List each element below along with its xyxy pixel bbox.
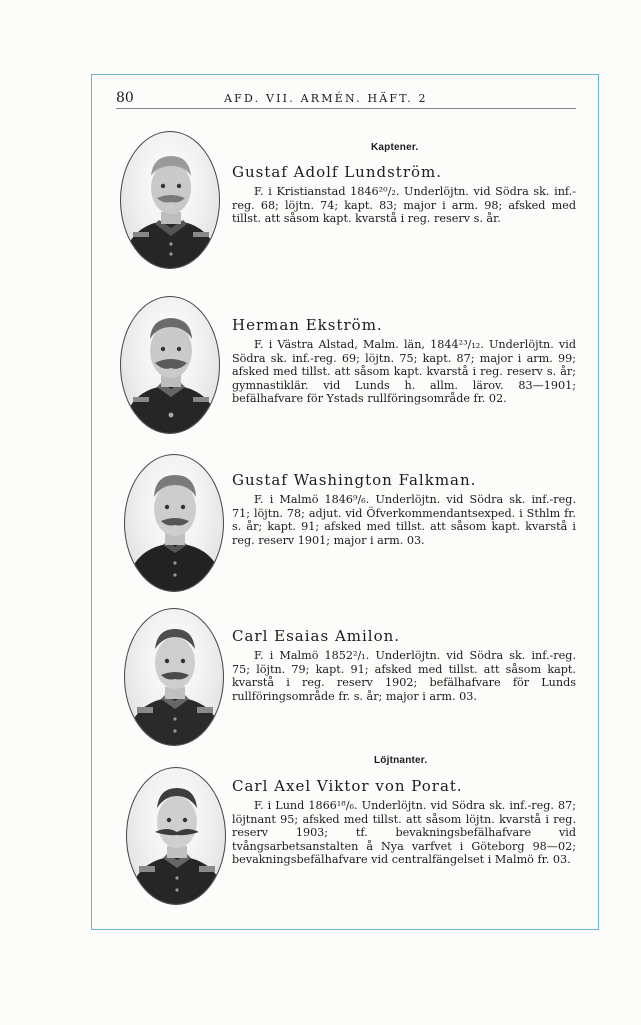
entry-von-porat [232,777,576,867]
entry-name: Gustaf Washington Falkman. [232,471,477,489]
running-head: AFD. VII. ARMÉN. HÄFT. 2 [224,92,428,105]
portrait-ekstrom [120,296,220,434]
portrait-amilon [124,608,224,746]
entry-bio: F. i Västra Alstad, Malm. län, 1844²³/₁₂. Underlöjtn. vid Södra sk. inf.-reg. 69; löjtn. 75; kapt. 87; major i arm. 99; afsked med tillst. att såsom kapt. kvarstå i reg. reserv s. år; gymnastiklär. vid Lunds h. allm. lärov. 83—1901; befälhafvare för Ystads rullföringsområde fr. 02. [232,338,576,406]
entry-lundstrom [232,163,576,226]
entry-name: Carl Esaias Amilon. [232,627,401,645]
portrait-falkman [124,454,224,592]
entry-name: Carl Axel Viktor von Porat. [232,777,463,795]
entry-ekstrom [232,316,576,406]
entry-bio: F. i Kristianstad 1846²⁰/₂. Underlöjtn. vid Södra sk. inf.-reg. 68; löjtn. 74; kapt. 83; major i arm. 98; afsked med tillst. att såsom kapt. kvarstå i reg. reserv s. år. [232,185,576,226]
entry-falkman [232,471,576,547]
entry-bio: F. i Malmö 1846⁹/₆. Underlöjtn. vid Södra sk. inf.-reg. 71; löjtn. 78; adjut. vid Öfverkommendantsexped. i Sthlm fr. s. år; kapt. 91; afsked med tillst. att såsom kapt. kvarstå i reg. reserv 1901; major i arm. 03. [232,493,576,547]
section-heading-captains: Kaptener. [371,142,419,153]
section-heading-lieutenants: Löjtnanter. [374,755,428,766]
page-header [116,88,576,109]
page-number: 80 [116,90,134,106]
entry-name: Gustaf Adolf Lundström. [232,163,443,181]
entry-bio: F. i Lund 1866¹⁸/₆. Underlöjtn. vid Södra sk. inf.-reg. 87; löjtnant 95; afsked med tillst. att såsom löjtn. kvarstå i reg. reserv 1903; tf. bevakningsbefälhafvare vid tvångsarbetsanstalten å Nya varfvet i Göteborg 98—02; bevakningsbefälhafvare vid centralfängelset i Malmö fr. 03. [232,799,576,867]
entry-name: Herman Ekström. [232,316,383,334]
portrait-lundstrom [120,131,220,269]
portrait-von-porat [126,767,226,905]
entry-bio: F. i Malmö 1852²/₁. Underlöjtn. vid Södra sk. inf.-reg. 75; löjtn. 79; kapt. 91; afsked med tillst. att såsom kapt. kvarstå i reg. reserv 1902; befälhafvare för Lunds rullföringsområde fr. s. år; major i arm. 03. [232,649,576,703]
entry-amilon [232,627,576,703]
